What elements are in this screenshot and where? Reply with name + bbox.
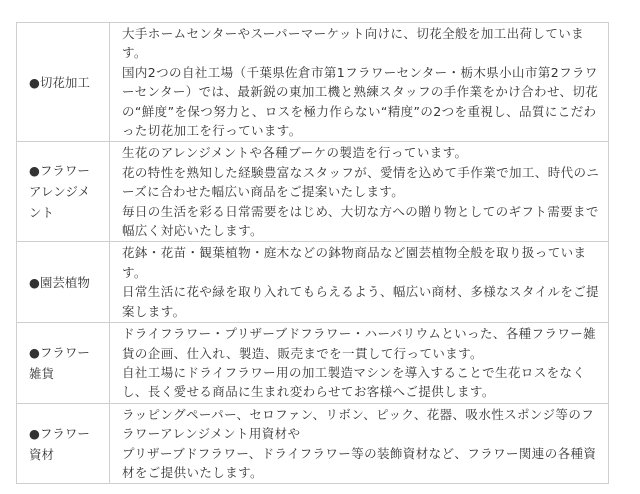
row-description: [110, 142, 609, 241]
description-paragraph: 花の特性を熟知した経験豊富なスタッフが、愛情を込めて手作業で加工、時代のニーズに合わせた幅広い商品をご提案いたします。: [122, 164, 600, 200]
row-label: [16, 142, 110, 241]
row-label-line: ●フラワー: [29, 344, 90, 360]
row-label-line: アレンジメ: [29, 184, 91, 200]
row-description: [110, 23, 609, 141]
row-label: [16, 23, 110, 141]
row-description: [110, 323, 609, 403]
row-label-line: 雑貨: [29, 365, 55, 381]
description-paragraph: 国内2つの自社工場（千葉県佐倉市第1フラワーセンター・栃木県小山市第2フラワーセンター）では、最新鋭の東加工機と熟練スタッフの手作業をかけ合わせ、切花の“鮮度”を保つ努力と、ロスを極力作らない“精度”の2つを重視し、品質にこだわった切花加工を行っています。: [122, 64, 599, 139]
description-paragraph: ドライフラワー・プリザーブドフラワー・ハーバリウムといった、各種フラワー雑貨の企画、仕入れ、製造、販売までを一貫して行っています。: [122, 326, 597, 361]
table-row-flower-goods: [16, 323, 609, 404]
row-label: [16, 404, 110, 484]
description-paragraph: 花鉢・花苗・観葉植物・庭木などの鉢物商品など園芸植物全般を取り扱っています。: [122, 245, 587, 280]
row-label-line: 資材: [29, 446, 55, 462]
table-row-flower-arrangement: [16, 142, 609, 242]
table-row-cut-flower: [16, 23, 609, 142]
description-paragraph: 日常生活に花や緑を取り入れてもらえるよう、幅広い商材、多様なスタイルをご提案します。: [122, 284, 600, 319]
row-label-line: ●フラワー: [29, 425, 90, 441]
description-paragraph: 自社工場にドライフラワー用の加工製造マシンを導入することで生花ロスをなくし、長く愛せる商品に生まれ変わらせてお客様へご提供します。: [122, 364, 586, 400]
description-paragraph: 毎日の生活を彩る日常需要をはじめ、大切な方への贈り物としてのギフト需要まで幅広く対応いたします。: [122, 203, 599, 239]
row-label-line: ント: [29, 205, 55, 221]
row-label: [16, 323, 110, 403]
business-table: [16, 22, 609, 484]
row-label-line: ●切花加工: [29, 74, 90, 90]
description-paragraph: ラッピングペーパー、セロファン、リボン、ピック、花器、吸水性スポンジ等のフラワーアレンジメント用資材や: [122, 406, 595, 442]
row-description: [110, 404, 609, 484]
description-paragraph: プリザーブドフラワー、ドライフラワー等の装飾資材など、フラワー関連の各種資材をご提供いたします。: [122, 445, 597, 480]
row-label-line: ●フラワー: [29, 163, 90, 179]
row-label-line: ●園芸植物: [29, 274, 90, 290]
row-label: [16, 242, 110, 322]
row-description: [110, 242, 609, 322]
table-row-flower-materials: [16, 404, 609, 484]
description-paragraph: 大手ホームセンターやスーパーマーケット向けに、切花全般を加工出荷しています。: [122, 26, 585, 61]
description-paragraph: 生花のアレンジメントや各種ブーケの製造を行っています。: [122, 145, 468, 161]
table-row-garden-plants: [16, 242, 609, 323]
